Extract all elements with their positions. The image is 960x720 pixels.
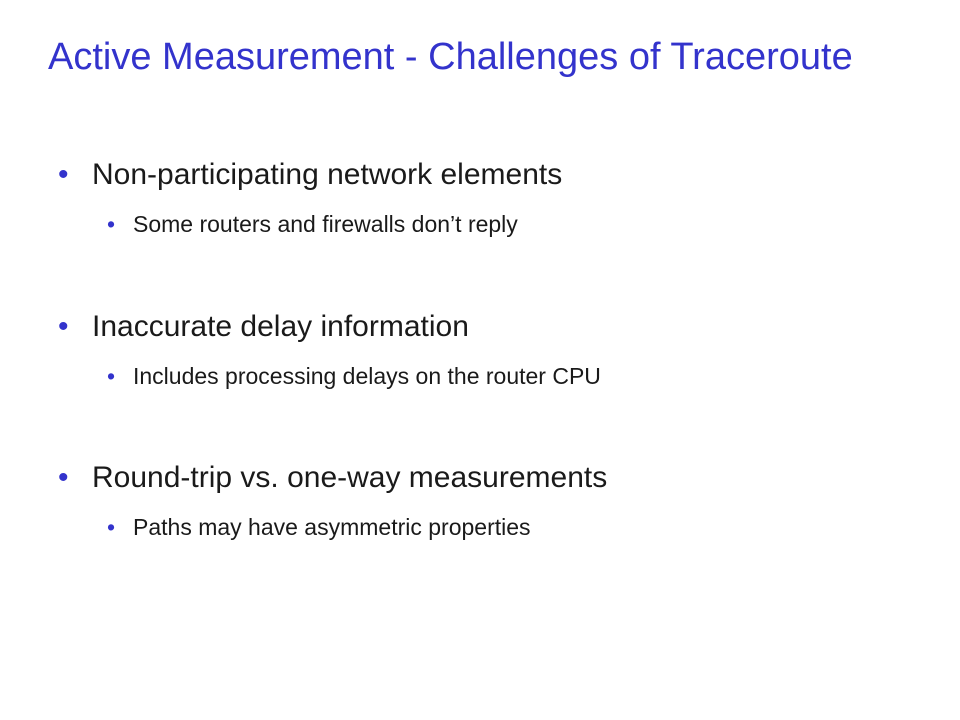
- bullet-main-text: Inaccurate delay information: [92, 310, 469, 343]
- bullet-sub-text: Paths may have asymmetric properties: [133, 514, 531, 540]
- bullet-dot-icon: •: [58, 158, 69, 191]
- bullet-dot-icon: •: [58, 310, 69, 343]
- slide-title: Active Measurement - Challenges of Traceroute: [48, 36, 853, 78]
- bullet-dot-icon: •: [107, 211, 116, 237]
- bullet-dot-icon: •: [107, 363, 116, 389]
- bullet-sub: [107, 516, 531, 539]
- bullet-main: [58, 160, 562, 190]
- bullet-main: [58, 463, 607, 493]
- bullet-main: [58, 312, 469, 342]
- bullet-main-text: Non-participating network elements: [92, 158, 563, 191]
- bullet-sub: [107, 213, 518, 236]
- bullet-dot-icon: •: [58, 461, 69, 494]
- bullet-sub: [107, 365, 601, 388]
- bullet-main-text: Round-trip vs. one-way measurements: [92, 461, 608, 494]
- bullet-sub-text: Some routers and firewalls don’t reply: [133, 211, 518, 237]
- bullet-dot-icon: •: [107, 514, 116, 540]
- bullet-sub-text: Includes processing delays on the router CPU: [133, 363, 601, 389]
